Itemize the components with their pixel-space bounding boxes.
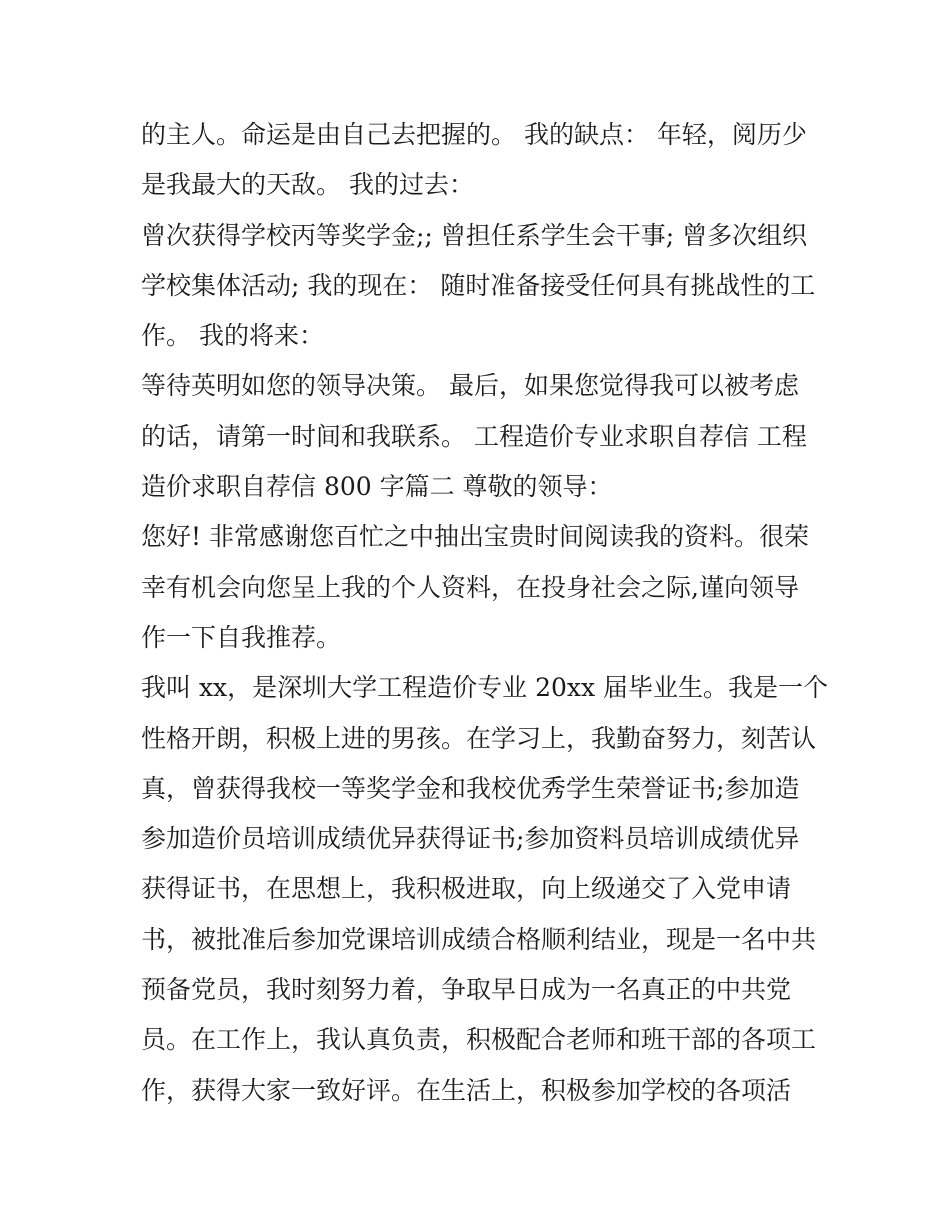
text-line: 幸有机会向您呈上我的个人资料，在投身社会之际,谨向领导 [141, 572, 799, 602]
text-line: 造价求职自荐信 800 字篇二 尊敬的领导： [141, 472, 613, 502]
text-line: 真，曾获得我校一等奖学金和我校优秀学生荣誉证书;参加造 [141, 773, 800, 803]
text-line: 曾次获得学校丙等奖学金;; 曾担任系学生会干事; 曾多次组织 [141, 220, 808, 250]
text-line: 预备党员，我时刻努力着，争取早日成为一名真正的中共党 [141, 975, 792, 1005]
text-line: 作。 我的将来： [141, 321, 324, 351]
text-line: 获得证书，在思想上，我积极进取，向上级递交了入党申请 [141, 874, 792, 904]
text-line: 参加造价员培训成绩优异获得证书;参加资料员培训成绩优异 [141, 824, 800, 854]
text-line: 性格开朗，积极上进的男孩。在学习上，我勤奋努力，刻苦认 [141, 723, 817, 753]
text-line: 书，被批准后参加党课培训成绩合格顺利结业，现是一名中共 [141, 924, 817, 954]
text-line: 作一下自我推荐。 [141, 622, 342, 652]
text-line: 学校集体活动; 我的现在： 随时准备接受任何具有挑战性的工 [141, 270, 816, 300]
text-line: 员。在工作上，我认真负责，积极配合老师和班干部的各项工 [141, 1025, 817, 1055]
text-line: 等待英明如您的领导决策。 最后，如果您觉得我可以被考虑 [141, 371, 799, 401]
text-line: 的话，请第一时间和我联系。 工程造价专业求职自荐信 工程 [141, 421, 807, 451]
body-text [141, 110, 829, 1116]
text-line: 的主人。命运是由自己去把握的。 我的缺点： 年轻，阅历少 [141, 120, 807, 149]
text-line: 我叫 xx，是深圳大学工程造价专业 20xx 届毕业生。我是一个 [141, 673, 829, 703]
text-line: 作，获得大家一致好评。在生活上，积极参加学校的各项活 [141, 1075, 792, 1105]
text-line: 是我最大的天敌。 我的过去： [141, 170, 474, 200]
text-line: 您好! 非常感谢您百忙之中抽出宝贵时间阅读我的资料。很荣 [141, 522, 809, 552]
